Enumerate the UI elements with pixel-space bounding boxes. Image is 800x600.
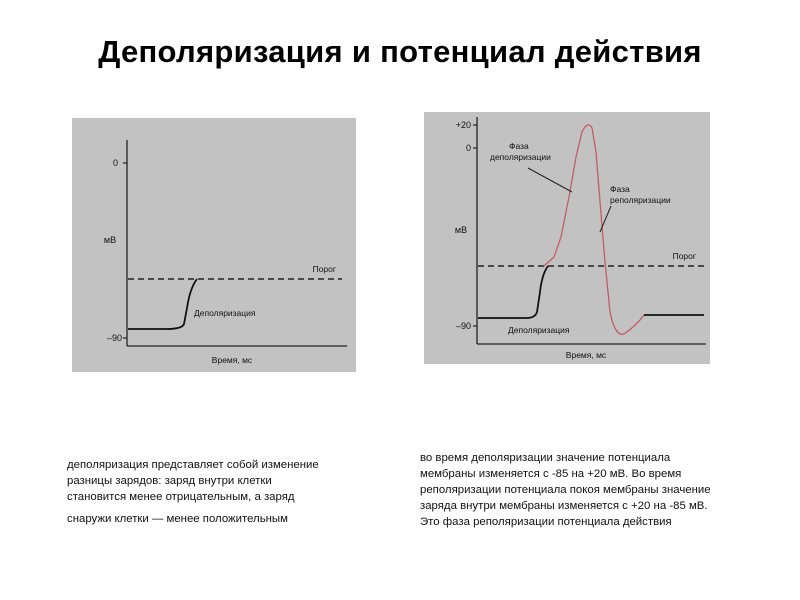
left-caption — [67, 457, 387, 527]
depolarization-label: Деполяризация — [508, 325, 570, 335]
phase-depolarization-label-1: Фаза — [509, 141, 529, 151]
y-tick-zero: 0 — [112, 158, 118, 168]
y-axis-unit: мВ — [103, 235, 117, 245]
action-potential-diagram — [424, 112, 710, 364]
x-axis-label: Время, мс — [211, 355, 253, 365]
threshold-label: Порог — [312, 264, 336, 274]
phase-depolarization-label-2: деполяризации — [490, 152, 551, 162]
y-axis-unit: мВ — [454, 225, 468, 235]
right-caption — [420, 450, 780, 530]
right-caption-line: во время деполяризации значение потенциала — [420, 452, 671, 464]
left-caption-line: снаружи клетки — менее положительным — [67, 513, 288, 525]
depolarization-diagram — [72, 118, 356, 372]
x-axis-label: Время, мс — [565, 350, 607, 360]
slide-title: Деполяризация и потенциал действия — [98, 34, 702, 69]
phase-depolarization-pointer — [528, 168, 572, 192]
left-caption-line: разницы зарядов: заряд внутри клетки — [67, 475, 272, 487]
right-caption-line: реполяризации потенциала покоя мембраны значение — [420, 484, 711, 496]
right-caption-line: Это фаза реполяризации потенциала действия — [420, 516, 672, 528]
y-tick-rest: –90 — [106, 333, 122, 343]
y-tick-zero: 0 — [465, 143, 471, 153]
y-tick-rest: –90 — [455, 321, 471, 331]
action-potential-curve — [544, 125, 644, 335]
depolarization-curve — [128, 279, 197, 329]
left-caption-line: деполяризация представляет собой изменение — [67, 459, 319, 471]
phase-repolarization-label-2: реполяризации — [610, 195, 671, 205]
right-caption-line: заряда внутри мембраны изменяется с +20 на -85 мВ. — [420, 500, 708, 512]
y-tick-plus20: +20 — [455, 120, 471, 130]
threshold-label: Порог — [672, 251, 696, 261]
phase-repolarization-label-1: Фаза — [610, 184, 630, 194]
left-caption-line: становится менее отрицательным, а заряд — [67, 491, 295, 503]
right-caption-line: мембраны изменяется с -85 на +20 мВ. Во время — [420, 468, 682, 480]
depolarization-label: Деполяризация — [194, 308, 256, 318]
depolarization-curve — [478, 266, 548, 318]
